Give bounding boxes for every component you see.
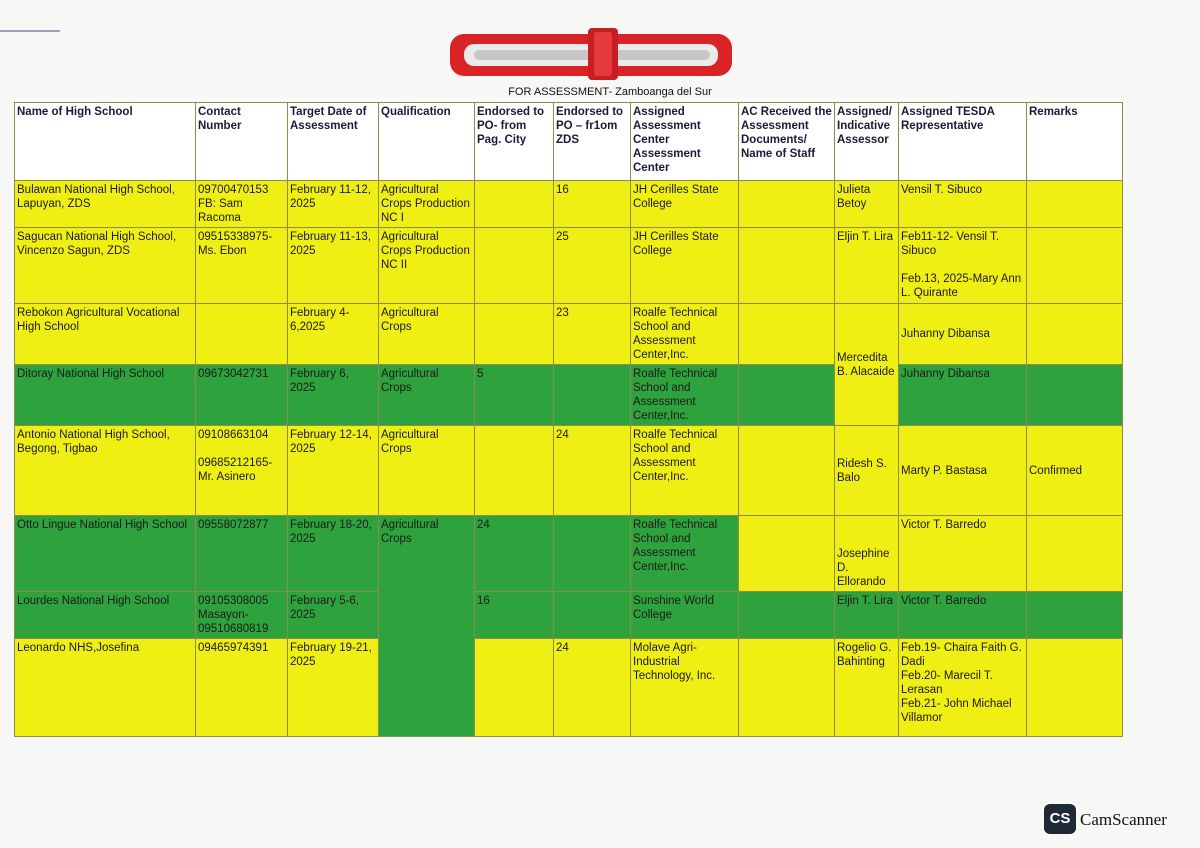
cell-tesda-rep: Victor T. Barredo (899, 516, 1027, 592)
header-contact: Contact Number (196, 103, 288, 181)
cell-tesda-rep: Feb.19- Chaira Faith G. Dadi Feb.20- Marecil T. Lerasan Feb.21- John Michael Villamor (899, 639, 1027, 737)
cell-ac-received (739, 181, 835, 228)
cell-school: Rebokon Agricultural Vocational High School (15, 304, 196, 365)
cell-endorsed-pag (475, 639, 554, 737)
cell-endorsed-pag: 24 (475, 516, 554, 592)
cell-date: February 19-21, 2025 (288, 639, 379, 737)
cell-remarks (1027, 181, 1123, 228)
cell-tesda-rep: Juhanny Dibansa (899, 304, 1027, 365)
table-header-row (15, 103, 1123, 181)
cell-remarks (1027, 592, 1123, 639)
cell-assessor: Rogelio G. Bahinting (835, 639, 899, 737)
cell-qualification: Agricultural Crops Production NC II (379, 228, 475, 304)
cell-endorsed-zds: 24 (554, 426, 631, 516)
header-assessment-center: Assigned Assessment Center Assessment Center (631, 103, 739, 181)
header-endorsed-zds: Endorsed to PO – fr1om ZDS (554, 103, 631, 181)
cell-endorsed-pag (475, 181, 554, 228)
cell-remarks (1027, 365, 1123, 426)
cell-school: Sagucan National High School, Vincenzo Sagun, ZDS (15, 228, 196, 304)
cell-tesda-rep: Juhanny Dibansa (899, 365, 1027, 426)
cell-endorsed-pag: 5 (475, 365, 554, 426)
cell-ac-received (739, 426, 835, 516)
header-remarks: Remarks (1027, 103, 1123, 181)
cell-date: February 12-14, 2025 (288, 426, 379, 516)
cell-assessor: Eljin T. Lira (835, 592, 899, 639)
cell-qualification-merged: Agricultural Crops (379, 516, 475, 737)
cell-center: Roalfe Technical School and Assessment Center,Inc. (631, 365, 739, 426)
cell-remarks: Confirmed (1027, 426, 1123, 516)
cell-contact: 09105308005 Masayon-09510680819 (196, 592, 288, 639)
cell-endorsed-zds (554, 365, 631, 426)
camscanner-watermark: CamScanner (1080, 810, 1167, 829)
cell-endorsed-zds (554, 516, 631, 592)
cell-contact: 09465974391 (196, 639, 288, 737)
cell-remarks (1027, 304, 1123, 365)
cell-date: February 4-6,2025 (288, 304, 379, 365)
cell-school: Ditoray National High School (15, 365, 196, 426)
cell-center: JH Cerilles State College (631, 228, 739, 304)
cell-school: Antonio National High School, Begong, Tigbao (15, 426, 196, 516)
cell-endorsed-zds: 25 (554, 228, 631, 304)
cell-endorsed-pag (475, 304, 554, 365)
cell-assessor: Josephine D. Ellorando (835, 516, 899, 592)
cell-qualification: Agricultural Crops (379, 365, 475, 426)
cell-endorsed-pag (475, 228, 554, 304)
table-row (15, 426, 1123, 516)
cell-tesda-rep: Vensil T. Sibuco (899, 181, 1027, 228)
cell-center: Roalfe Technical School and Assessment Center,Inc. (631, 304, 739, 365)
cell-date: February 6, 2025 (288, 365, 379, 426)
cell-assessor: Ridesh S. Balo (835, 426, 899, 516)
header-ac-received: AC Received the Assessment Documents/ Name of Staff (739, 103, 835, 181)
cell-ac-received (739, 516, 835, 592)
header-assessor: Assigned/ Indicative Assessor (835, 103, 899, 181)
cell-contact: 09108663104 09685212165-Mr. Asinero (196, 426, 288, 516)
cell-tesda-rep: Marty P. Bastasa (899, 426, 1027, 516)
table-row (15, 592, 1123, 639)
cell-school: Lourdes National High School (15, 592, 196, 639)
table-row (15, 516, 1123, 592)
cell-date: February 11-12, 2025 (288, 181, 379, 228)
page-title: FOR ASSESSMENT- Zamboanga del Sur (508, 86, 712, 98)
header-endorsed-pag: Endorsed to PO- from Pag. City (475, 103, 554, 181)
cell-date: February 5-6, 2025 (288, 592, 379, 639)
cell-qualification: Agricultural Crops (379, 426, 475, 516)
cell-ac-received (739, 228, 835, 304)
assessment-table (14, 102, 1123, 737)
cell-tesda-rep: Victor T. Barredo (899, 592, 1027, 639)
cell-remarks (1027, 228, 1123, 304)
cell-school: Otto Lingue National High School (15, 516, 196, 592)
cell-remarks (1027, 516, 1123, 592)
cell-contact: 09515338975-Ms. Ebon (196, 228, 288, 304)
scan-edge-artifact (0, 30, 60, 32)
cell-contact: 09558072877 (196, 516, 288, 592)
cell-contact: 09700470153 FB: Sam Racoma (196, 181, 288, 228)
cell-assessor: Julieta Betoy (835, 181, 899, 228)
table-row (15, 639, 1123, 737)
cell-ac-received (739, 304, 835, 365)
cell-date: February 18-20, 2025 (288, 516, 379, 592)
cell-center: Roalfe Technical School and Assessment Center,Inc. (631, 516, 739, 592)
table-row (15, 228, 1123, 304)
cell-ac-received (739, 639, 835, 737)
cell-contact (196, 304, 288, 365)
cell-endorsed-zds (554, 592, 631, 639)
cell-ac-received (739, 592, 835, 639)
cell-endorsed-pag: 16 (475, 592, 554, 639)
camscanner-logo-icon: CS (1044, 804, 1076, 834)
table-row (15, 365, 1123, 426)
cell-assessor-merged: Mercedita B. Alacaide (835, 304, 899, 426)
table-row (15, 304, 1123, 365)
cell-endorsed-zds: 16 (554, 181, 631, 228)
cell-ac-received (739, 365, 835, 426)
cell-remarks (1027, 639, 1123, 737)
cell-school: Bulawan National High School, Lapuyan, ZDS (15, 181, 196, 228)
cell-center: Sunshine World College (631, 592, 739, 639)
table-row (15, 181, 1123, 228)
header-school: Name of High School (15, 103, 196, 181)
cell-qualification: Agricultural Crops Production NC I (379, 181, 475, 228)
binder-clip-image (448, 28, 734, 80)
cell-qualification: Agricultural Crops (379, 304, 475, 365)
cell-date: February 11-13, 2025 (288, 228, 379, 304)
cell-center: JH Cerilles State College (631, 181, 739, 228)
cell-center: Molave Agri-Industrial Technology, Inc. (631, 639, 739, 737)
header-target-date: Target Date of Assessment (288, 103, 379, 181)
cell-assessor: Eljin T. Lira (835, 228, 899, 304)
cell-endorsed-zds: 24 (554, 639, 631, 737)
cell-contact: 09673042731 (196, 365, 288, 426)
cell-tesda-rep: Feb11-12- Vensil T. Sibuco Feb.13, 2025-Mary Ann L. Quirante (899, 228, 1027, 304)
header-tesda-rep: Assigned TESDA Representative (899, 103, 1027, 181)
header-qualification: Qualification (379, 103, 475, 181)
cell-school: Leonardo NHS,Josefina (15, 639, 196, 737)
cell-center: Roalfe Technical School and Assessment Center,Inc. (631, 426, 739, 516)
cell-endorsed-pag (475, 426, 554, 516)
cell-endorsed-zds: 23 (554, 304, 631, 365)
